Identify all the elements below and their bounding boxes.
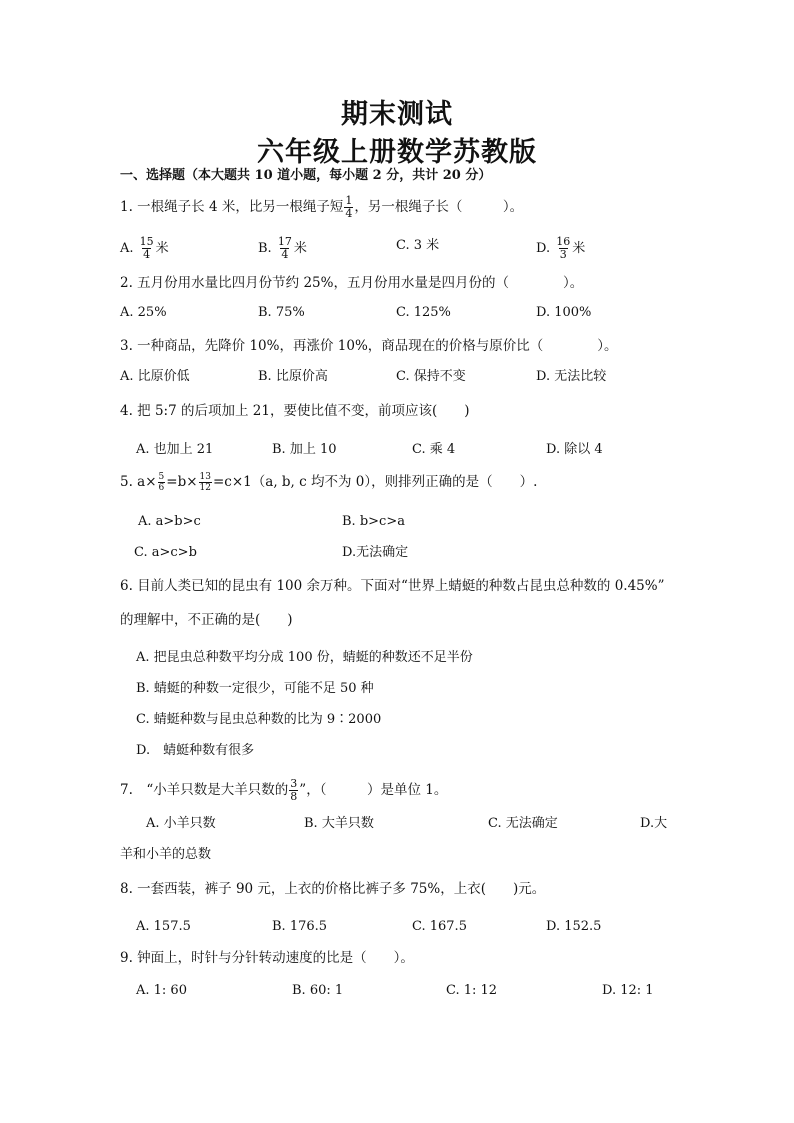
question-6-line-2: 的理解中，不正确的是( ): [120, 612, 293, 628]
question-1: [120, 195, 523, 220]
q1-option-c: C. 3 米: [396, 238, 440, 253]
q9-option-c: C. 1: 12: [446, 983, 498, 998]
question-4: 4. 把 5:7 的后项加上 21，要使比值不变，前项应该( ): [120, 403, 470, 419]
q5-option-b: B. b>c>a: [342, 514, 405, 529]
question-9: 9. 钟面上，时针与分针转动速度的比是（ ）。: [120, 950, 414, 966]
q6-option-c: C. 蜻蜓种数与昆虫总种数的比为 9∶2000: [136, 712, 382, 727]
q9-option-a: A. 1: 60: [136, 983, 187, 998]
q6-option-d: D. 蜻蜓种数有很多: [136, 743, 255, 758]
q7-option-d-continued: 羊和小羊的总数: [120, 847, 212, 862]
question-2: 2. 五月份用水量比四月份节约 25%，五月份用水量是四月份的（ ）。: [120, 275, 584, 291]
question-6-line-1: 6. 目前人类已知的昆虫有 100 余万种。下面对“世界上蜻蜓的种数占昆虫总种数的 0.45%”: [120, 578, 665, 594]
q8-option-c: C. 167.5: [412, 919, 467, 934]
q7-fraction: $\frac{3}{8}$: [290, 777, 298, 803]
q1-text-pre: 1. 一根绳子长 4 米，比另一根绳子短: [120, 199, 344, 215]
q3-option-d: D. 无法比较: [536, 369, 607, 384]
q4-option-a: A. 也加上 21: [136, 442, 214, 457]
question-7: 7. “小羊只数是大羊只数的 $\frac{3}{8}$ ”，（ ）是单位 1。: [120, 777, 448, 803]
q2-option-b: B. 75%: [258, 305, 305, 320]
q5-fraction-1: $\frac{5}{6}$: [158, 472, 165, 493]
q7-option-a: A. 小羊只数: [146, 816, 216, 831]
q5-option-a: A. a>b>c: [138, 514, 201, 529]
section-heading: 一、选择题（本大题共 10 道小题，每小题 2 分，共计 20 分）: [120, 168, 492, 183]
q5-option-c: C. a>c>b: [134, 545, 197, 560]
question-3: 3. 一种商品，先降价 10%，再涨价 10%，商品现在的价格与原价比（ ）。: [120, 338, 618, 354]
q1-option-d: D. $\frac{16}{3}$ 米: [536, 235, 586, 261]
q3-option-a: A. 比原价低: [120, 369, 190, 384]
q5-option-d: D.无法确定: [342, 545, 409, 560]
question-5: 5. a× $\frac{5}{6}$ =b× $\frac{13}{12}$ =c×1（a, b, c 均不为 0），则排列正确的是（ ）.: [120, 472, 538, 493]
q2-option-d: D. 100%: [536, 305, 592, 320]
q4-option-b: B. 加上 10: [272, 442, 337, 457]
q7-option-b: B. 大羊只数: [304, 816, 374, 831]
q6-option-b: B. 蜻蜓的种数一定很少，可能不足 50 种: [136, 681, 374, 696]
exam-subtitle: 六年级上册数学苏教版: [257, 137, 537, 168]
q1-text-post: ，另一根绳子长（ ）。: [354, 199, 524, 215]
q5-fraction-2: $\frac{13}{12}$: [199, 472, 211, 493]
exam-title: 期末测试: [341, 99, 453, 130]
q4-option-d: D. 除以 4: [546, 442, 603, 457]
q3-option-b: B. 比原价高: [258, 369, 328, 384]
q9-option-d: D. 12: 1: [602, 983, 654, 998]
q8-option-a: A. 157.5: [136, 919, 191, 934]
q4-option-c: C. 乘 4: [412, 442, 456, 457]
q1-option-b: B. $\frac{17}{4}$ 米: [258, 235, 307, 261]
q1-option-a: A. $\frac{15}{4}$ 米: [120, 235, 169, 261]
q2-option-c: C. 125%: [396, 305, 451, 320]
question-8: 8. 一套西装，裤子 90 元，上衣的价格比裤子多 75%，上衣( )元。: [120, 881, 546, 897]
q1-fraction: $\frac{1}{4}$: [345, 194, 353, 220]
q7-option-c: C. 无法确定: [488, 816, 558, 831]
q7-option-d: D.大: [640, 816, 668, 831]
q6-option-a: A. 把昆虫总种数平均分成 100 份，蜻蜓的种数还不足半份: [136, 650, 473, 665]
q8-option-d: D. 152.5: [546, 919, 602, 934]
q8-option-b: B. 176.5: [272, 919, 328, 934]
q2-option-a: A. 25%: [120, 305, 167, 320]
q9-option-b: B. 60: 1: [292, 983, 344, 998]
q3-option-c: C. 保持不变: [396, 369, 466, 384]
